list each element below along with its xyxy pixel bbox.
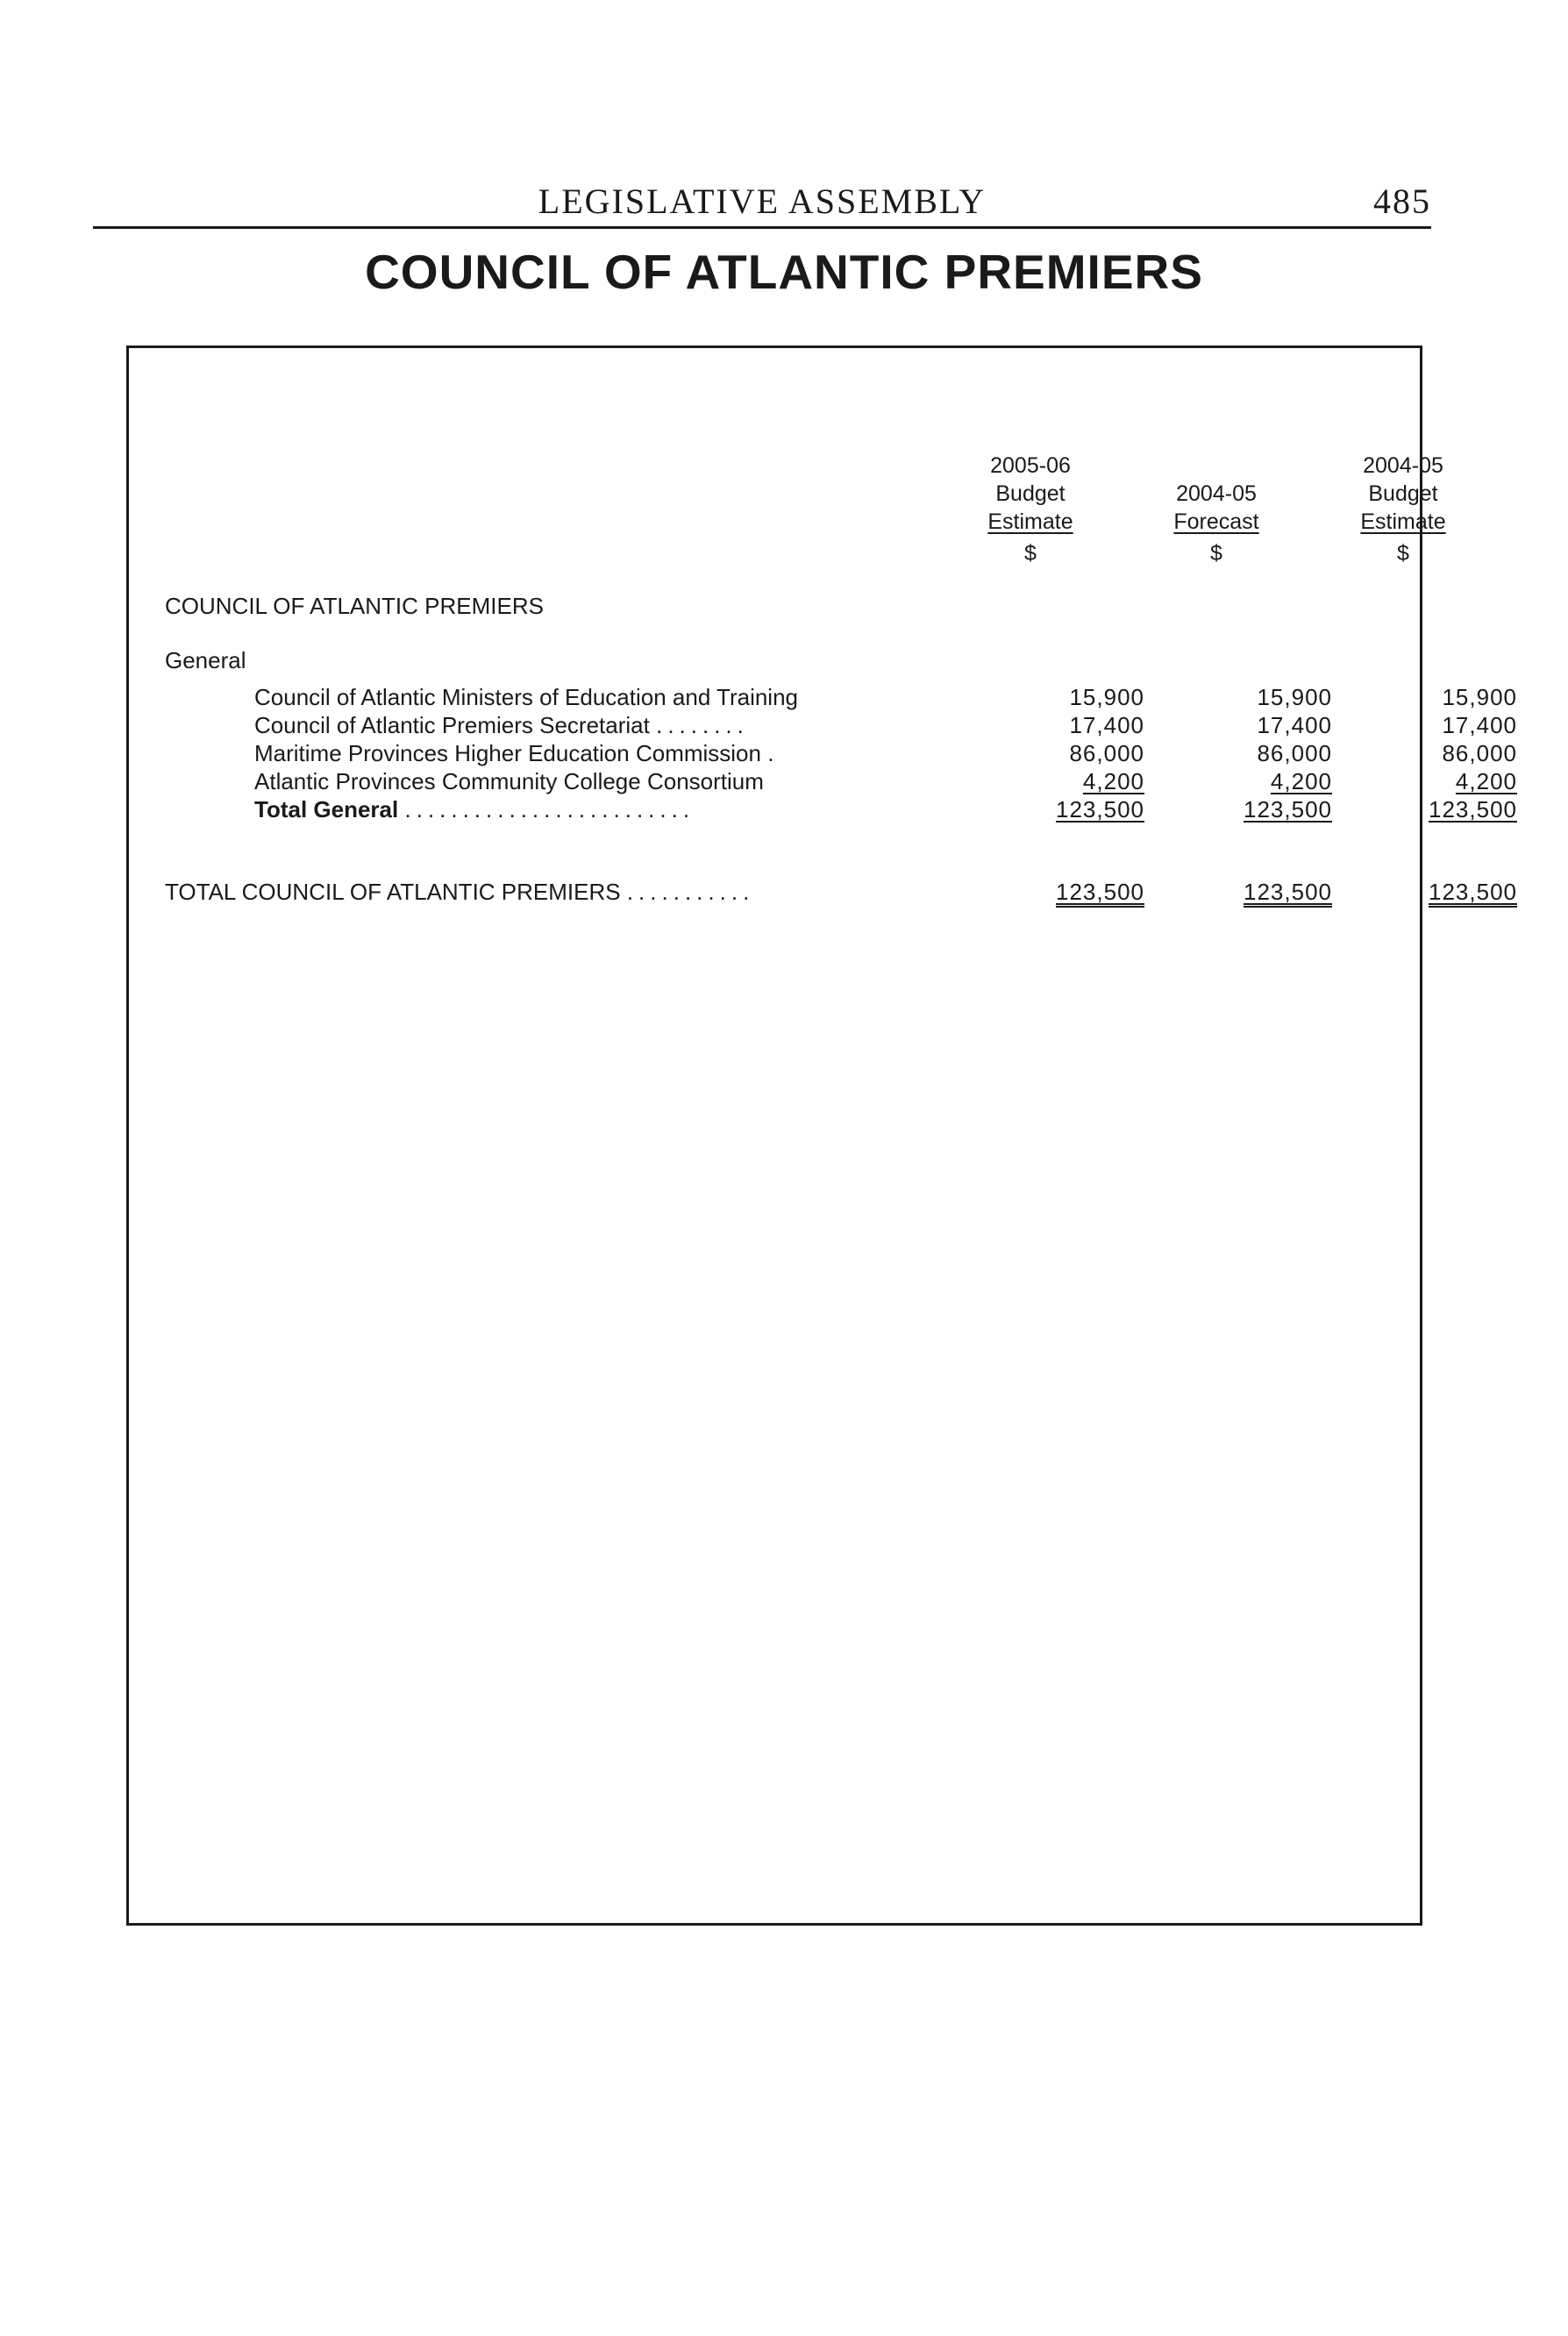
dot-leader: . xyxy=(767,740,780,766)
column-header-line3: Forecast xyxy=(1173,509,1259,534)
column-header-line2: 2004-05 xyxy=(1176,481,1257,506)
value-2004-05-forecast: 15,900 xyxy=(1257,684,1332,710)
grand-total-2005-06-estimate: 123,500 xyxy=(1056,879,1144,905)
subtotal-2005-06-estimate: 123,500 xyxy=(1056,796,1144,823)
column-header-unit: $ xyxy=(1210,541,1222,566)
section-heading: COUNCIL OF ATLANTIC PREMIERS xyxy=(165,593,544,619)
column-header-unit: $ xyxy=(1397,541,1409,566)
row-label: Council of Atlantic Ministers of Education and Training xyxy=(254,684,799,710)
budget-table-frame xyxy=(126,345,1517,1926)
column-header-line2: Budget xyxy=(995,481,1066,506)
value-2004-05-estimate: 4,200 xyxy=(1455,768,1517,794)
value-2005-06-estimate: 15,900 xyxy=(1069,684,1144,710)
dot-leader: ........ xyxy=(656,712,749,738)
grand-total-2004-05-forecast: 123,500 xyxy=(1244,879,1332,905)
column-header-line3: Estimate xyxy=(987,509,1073,534)
column-header-line2: Budget xyxy=(1368,481,1438,506)
value-2004-05-forecast: 86,000 xyxy=(1257,740,1332,766)
grand-total-2004-05-estimate: 123,500 xyxy=(1429,879,1517,905)
dot-leader: ......................... xyxy=(404,796,695,823)
value-2004-05-estimate: 15,900 xyxy=(1442,684,1517,710)
page-title: COUNCIL OF ATLANTIC PREMIERS xyxy=(365,245,1203,299)
column-header-line1: 2004-05 xyxy=(1363,453,1443,478)
value-2004-05-estimate: 86,000 xyxy=(1442,740,1517,766)
grand-total-label: TOTAL COUNCIL OF ATLANTIC PREMIERS xyxy=(165,879,621,905)
value-2004-05-forecast: 4,200 xyxy=(1270,768,1332,794)
column-header-unit: $ xyxy=(1024,541,1037,566)
subtotal-2004-05-forecast: 123,500 xyxy=(1244,796,1332,823)
column-header-line3: Estimate xyxy=(1360,509,1446,534)
dot-leader: ........... xyxy=(626,879,755,905)
group-label: General xyxy=(165,647,246,673)
row-label: Maritime Provinces Higher Education Commission xyxy=(254,740,761,766)
row-label: Atlantic Provinces Community College Consortium xyxy=(254,768,764,794)
value-2005-06-estimate: 17,400 xyxy=(1069,712,1144,738)
value-2004-05-estimate: 17,400 xyxy=(1442,712,1517,738)
row-label: Council of Atlantic Premiers Secretariat xyxy=(254,712,650,738)
page-number: 485 xyxy=(1373,182,1431,221)
value-2005-06-estimate: 4,200 xyxy=(1082,768,1144,794)
value-2004-05-forecast: 17,400 xyxy=(1257,712,1332,738)
running-head xyxy=(93,172,1431,229)
subtotal-2004-05-estimate: 123,500 xyxy=(1429,796,1517,823)
subtotal-label: Total General xyxy=(254,796,399,823)
value-2005-06-estimate: 86,000 xyxy=(1069,740,1144,766)
running-head-title: LEGISLATIVE ASSEMBLY xyxy=(538,182,987,221)
column-header-line1: 2005-06 xyxy=(990,453,1071,478)
